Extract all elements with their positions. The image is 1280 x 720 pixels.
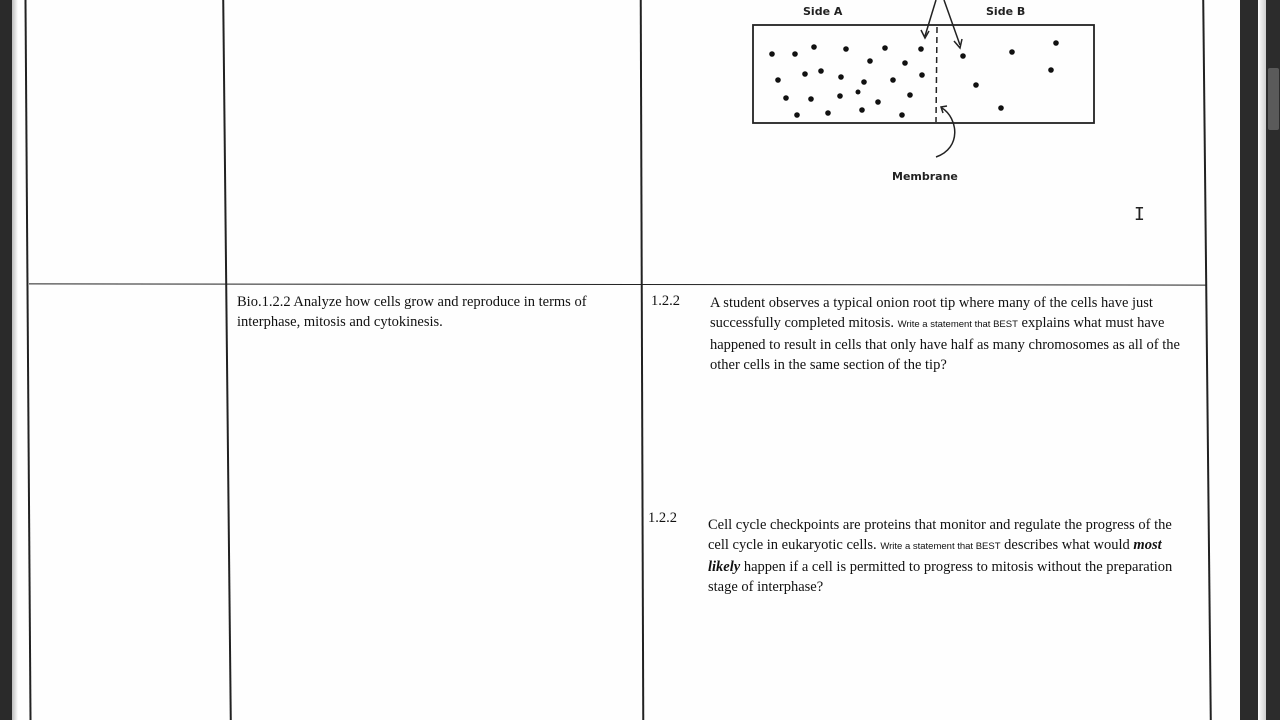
question-1-text-part2: explains what must have happened to result in cells that only have half as many chromosomes as all of the other cells in the same section of the tip? xyxy=(710,315,1180,373)
question-2-emphasis: most likely xyxy=(708,537,1162,575)
question-1-text-part1: A student observes a typical onion root tip where many of the cells have just successfully completed mitosis. xyxy=(710,295,1153,331)
question-2-instruction: Write a statement that BEST xyxy=(880,541,1001,552)
side-a-particles xyxy=(769,44,925,118)
question-2-text-part2b: happen if a cell is permitted to progress to mitosis without the preparation stage of interphase? xyxy=(708,559,1173,595)
question-2-text xyxy=(708,515,1183,597)
question-2-number: 1.2.2 xyxy=(648,510,677,526)
text-cursor-icon: I xyxy=(1134,204,1145,225)
viewer-left-margin xyxy=(0,0,12,720)
membrane-label: Membrane xyxy=(892,170,958,183)
question-1-text xyxy=(710,293,1200,375)
scrollbar-thumb[interactable] xyxy=(1268,68,1279,130)
question-1-number: 1.2.2 xyxy=(651,293,680,309)
side-b-particles xyxy=(960,40,1059,111)
question-1-instruction: Write a statement that BEST xyxy=(897,319,1018,330)
side-a-label: Side A xyxy=(803,5,843,18)
standard-bio-1-2-2: Bio.1.2.2 Analyze how cells grow and reproduce in terms of interphase, mitosis and cytokinesis. xyxy=(237,294,587,330)
question-2-text-part2a: describes what would xyxy=(1004,537,1130,553)
question-2-text-part1: Cell cycle checkpoints are proteins that monitor and regulate the progress of the cell cycle in eukaryotic cells. xyxy=(708,517,1172,553)
page-shadow-left xyxy=(12,0,18,720)
side-b-label: Side B xyxy=(986,5,1026,18)
page-shadow-right xyxy=(1258,0,1266,720)
diffusion-diagram xyxy=(740,0,1110,200)
